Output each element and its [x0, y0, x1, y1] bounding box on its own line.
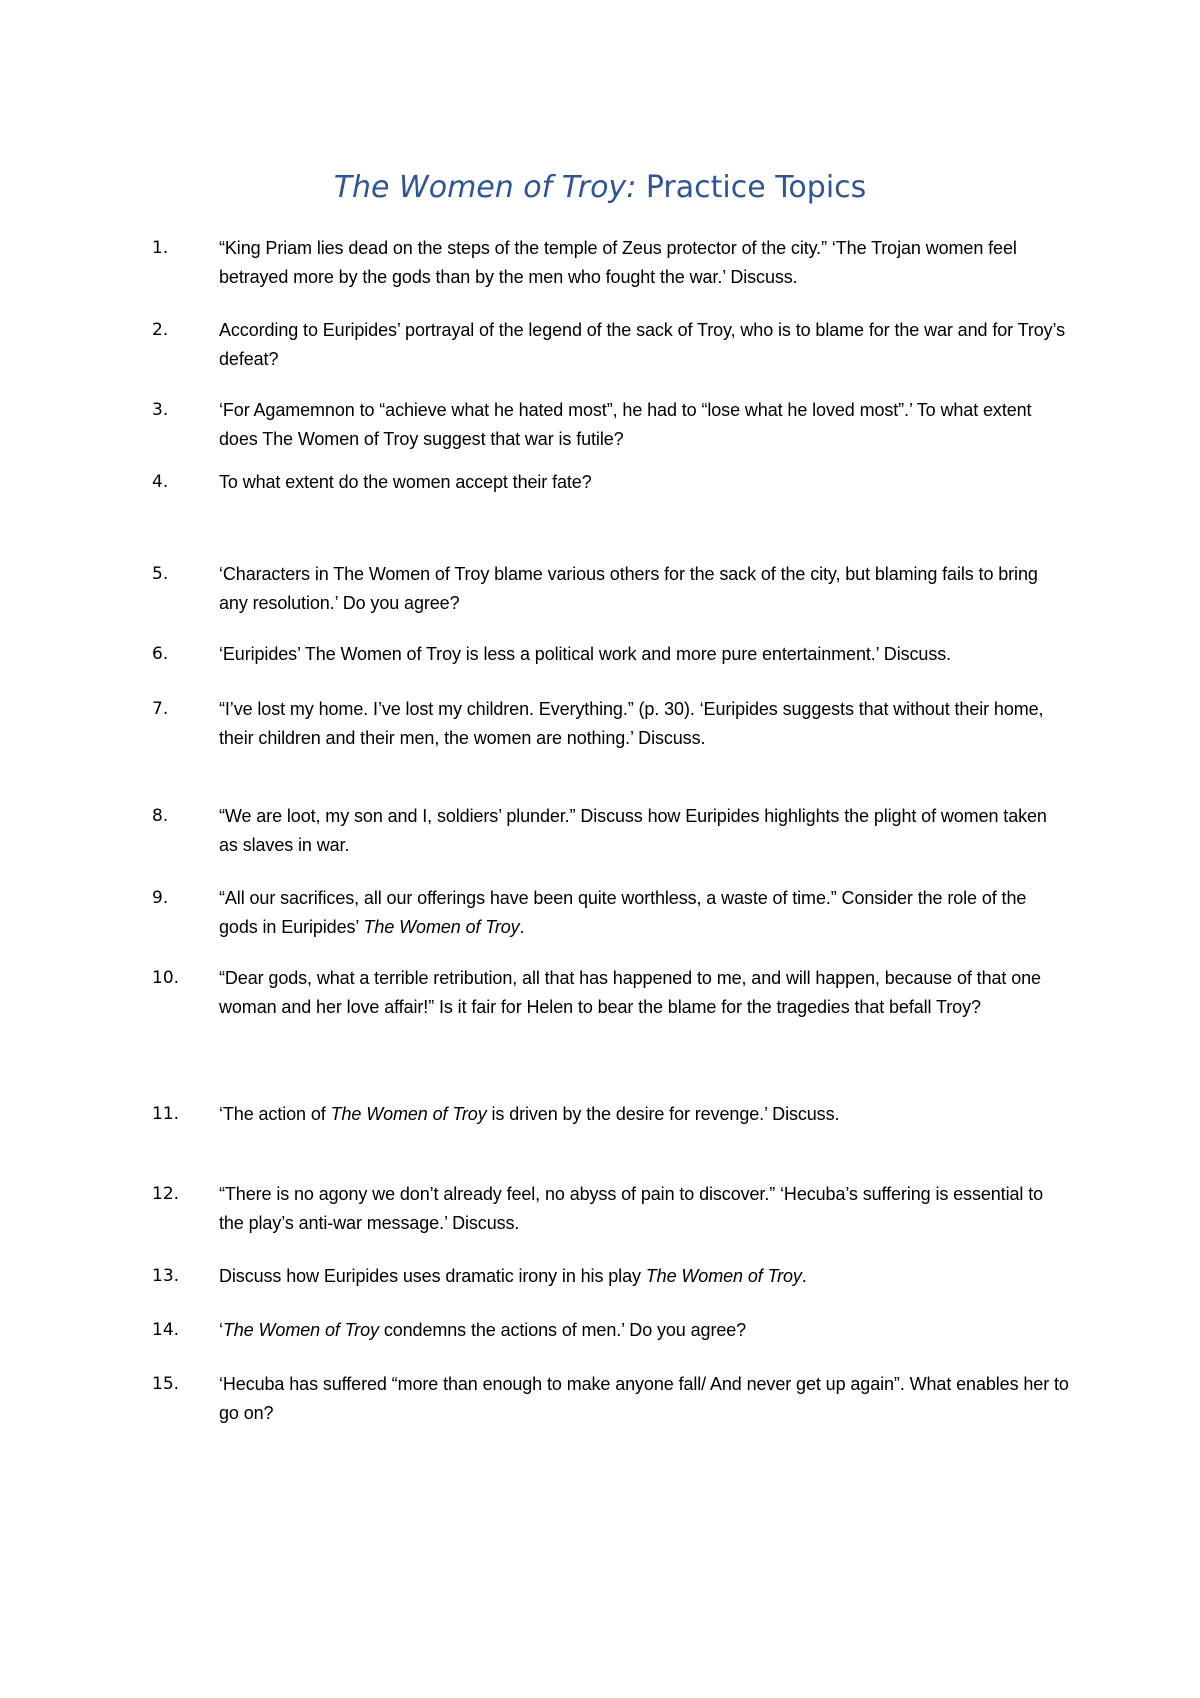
topic-text: [219, 316, 1069, 374]
topic-text-segment: condemns the actions of men.’ Do you agree?: [378, 1320, 747, 1340]
topic-text: [219, 1316, 1069, 1345]
topic-text: [219, 1180, 1069, 1238]
topic-text-italic: The Women of Troy: [363, 917, 520, 937]
topic-number: 8.: [152, 806, 169, 826]
topic-text-segment: ‘Hecuba has suffered “more than enough to make anyone fall/ And never get up again”. What enables her to go on?: [219, 1374, 1069, 1423]
topic-text-segment: “Dear gods, what a terrible retribution, all that has happened to me, and will happen, because of that one woman and her love affair!” Is it fair for Helen to bear the blame for the tragedies that befall Troy?: [219, 968, 1041, 1017]
topic-text-segment: “We are loot, my son and I, soldiers’ plunder.” Discuss how Euripides highlights the plight of women taken as slaves in war.: [219, 806, 1047, 855]
topic-text-segment: .: [519, 917, 525, 937]
topic-text-segment: “King Priam lies dead on the steps of the temple of Zeus protector of the city.” ‘The Trojan women feel betrayed more by the gods than by the men who fought the war.’ Discuss.: [219, 238, 1017, 287]
topic-text-segment: Discuss how Euripides uses dramatic irony in his play: [219, 1266, 646, 1286]
topic-number: 11.: [152, 1104, 180, 1124]
topic-text-segment: According to Euripides’ portrayal of the legend of the sack of Troy, who is to blame for the war and for Troy’s defeat?: [219, 320, 1066, 369]
topic-text-segment: ‘For Agamemnon to “achieve what he hated most”, he had to “lose what he loved most”.’ To what extent does The Women of Troy suggest that war is futile?: [219, 400, 1032, 449]
topic-text: [219, 802, 1069, 860]
topic-text-segment: ‘: [219, 1320, 223, 1340]
topic-text: [219, 234, 1069, 292]
topic-text-segment: “I’ve lost my home. I’ve lost my children. Everything.” (p. 30). ‘Euripides suggests that without their home, their children and their men, the women are nothing.’ Discuss.: [219, 699, 1044, 748]
topic-number: 15.: [152, 1374, 180, 1394]
topic-text: [219, 695, 1069, 753]
topic-text-italic: The Women of Troy: [330, 1104, 487, 1124]
topic-number: 9.: [152, 888, 169, 908]
topic-text-segment: is driven by the desire for revenge.’ Discuss.: [486, 1104, 840, 1124]
topic-text-segment: To what extent do the women accept their fate?: [219, 472, 592, 492]
topic-text: [219, 396, 1069, 454]
topic-number: 4.: [152, 472, 169, 492]
topic-number: 12.: [152, 1184, 180, 1204]
topic-number: 14.: [152, 1320, 180, 1340]
topic-text: [219, 640, 1069, 669]
page-title: [0, 168, 1200, 208]
topic-text: [219, 1370, 1069, 1428]
topic-text: [219, 964, 1069, 1022]
title-rest: Practice Topics: [636, 170, 867, 205]
topic-number: 2.: [152, 320, 169, 340]
topic-text-segment: .: [801, 1266, 807, 1286]
topic-number: 1.: [152, 238, 169, 258]
topic-number: 13.: [152, 1266, 180, 1286]
topic-number: 3.: [152, 400, 169, 420]
topic-text: [219, 884, 1069, 942]
topic-number: 5.: [152, 564, 169, 584]
topic-text-segment: ‘The action of: [219, 1104, 331, 1124]
topic-text-segment: “There is no agony we don’t already feel, no abyss of pain to discover.” ‘Hecuba’s suffering is essential to the play’s anti-war message.’ Discuss.: [219, 1184, 1044, 1233]
title-italic: The Women of Troy:: [333, 170, 637, 205]
topic-text-segment: “All our sacrifices, all our offerings have been quite worthless, a waste of time.” Consider the role of the gods in Euripides’: [219, 888, 1027, 937]
topic-number: 10.: [152, 968, 180, 988]
topic-text: [219, 560, 1069, 618]
topic-text-segment: ‘Characters in The Women of Troy blame various others for the sack of the city, but blaming fails to bring any resolution.’ Do you agree?: [219, 564, 1038, 613]
topic-text-segment: ‘Euripides’ The Women of Troy is less a political work and more pure entertainment.’ Discuss.: [219, 644, 952, 664]
topic-text: [219, 468, 1069, 497]
topic-text-italic: The Women of Troy: [645, 1266, 802, 1286]
topic-text-italic: The Women of Troy: [222, 1320, 379, 1340]
topic-number: 6.: [152, 644, 169, 664]
topic-number: 7.: [152, 699, 169, 719]
topic-text: [219, 1262, 1069, 1291]
topic-text: [219, 1100, 1069, 1129]
